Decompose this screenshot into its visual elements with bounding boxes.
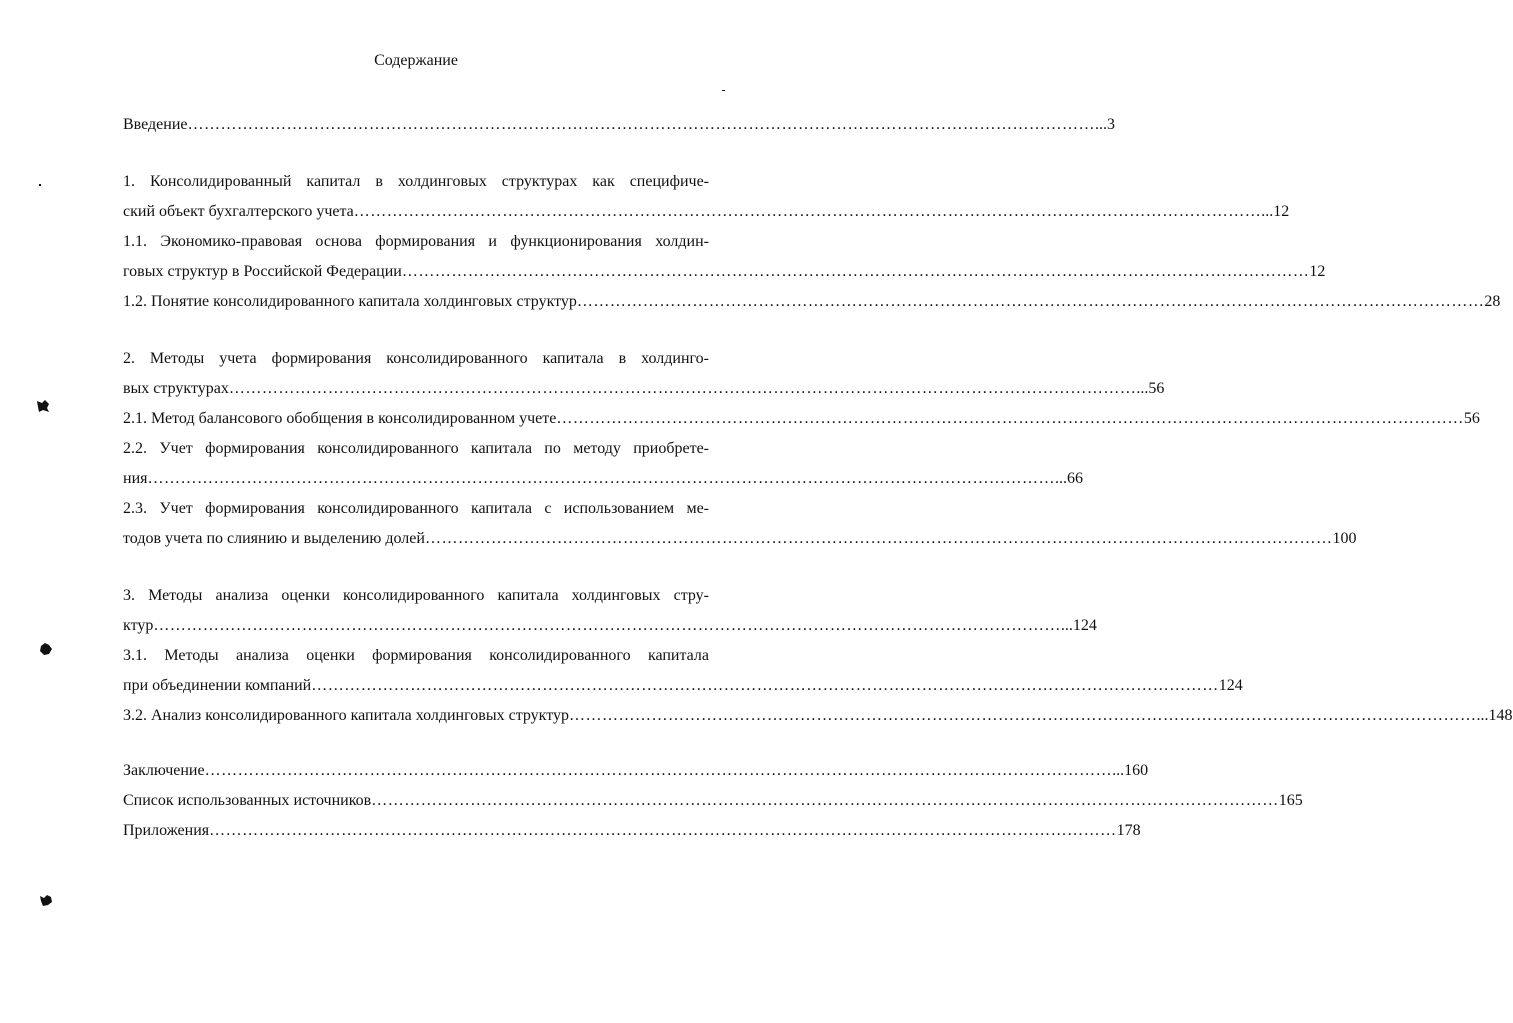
- toc-page-number: 56: [1463, 410, 1480, 427]
- scan-speck: [39, 184, 41, 186]
- scan-speck: [722, 90, 725, 91]
- toc-entry-text: Список использованных источников: [123, 792, 372, 809]
- toc-leader-dots: …………………………………………………………………………………………………………………………………………………: [187, 116, 1095, 133]
- toc-entry-chapter2-line2: [123, 374, 1165, 404]
- page-title: Содержание: [374, 52, 458, 69]
- toc-entry-section-2-2-line2: [123, 464, 1083, 494]
- toc-page-number: ...3: [1095, 116, 1115, 133]
- toc-entry-text: Введение: [123, 116, 188, 133]
- toc-entry-chapter3-line2: [123, 611, 1097, 641]
- toc-leader-dots: …………………………………………………………………………………………………………………………………………………: [209, 822, 1117, 839]
- toc-entry-chapter2-line1: 2. Методы учета формирования консолидированного капитала в холдинго-: [123, 350, 709, 367]
- toc-entry-section-3-1-line1: 3.1. Методы анализа оценки формирования консолидированного капитала: [123, 647, 709, 664]
- table-of-contents: [123, 110, 1513, 846]
- toc-entry-section-3-2: [123, 701, 1513, 731]
- toc-entry-text: Приложения: [123, 822, 210, 839]
- toc-entry-text: ния: [123, 470, 148, 487]
- toc-entry-text: 1.2. Понятие консолидированного капитала холдинговых структур: [123, 293, 577, 310]
- toc-entry-chapter1-line1: 1. Консолидированный капитал в холдинговых структурах как специфиче-: [123, 173, 709, 190]
- toc-entry-section-2-3-line1: 2.3. Учет формирования консолидированного капитала с использованием ме-: [123, 500, 709, 517]
- toc-page-number: ...66: [1054, 470, 1083, 487]
- toc-entry-text: Заключение: [123, 762, 205, 779]
- toc-page-number: 124: [1218, 677, 1243, 694]
- toc-leader-dots: …………………………………………………………………………………………………………………………………………………: [153, 617, 1061, 634]
- toc-entry-section-1-1-line1: 1.1. Экономико-правовая основа формирования и функционирования холдин-: [123, 233, 709, 250]
- toc-leader-dots: …………………………………………………………………………………………………………………………………………………: [371, 792, 1279, 809]
- toc-entry-chapter3-line1: 3. Методы анализа оценки консолидированного капитала холдинговых стру-: [123, 587, 709, 604]
- toc-leader-dots: …………………………………………………………………………………………………………………………………………………: [576, 293, 1485, 310]
- toc-entry-text: говых структур в Российской Федерации: [123, 263, 402, 280]
- toc-entry-section-3-1-line2: [123, 671, 1243, 701]
- toc-leader-dots: …………………………………………………………………………………………………………………………………………………: [204, 762, 1113, 779]
- scan-artifact-mark: [39, 642, 53, 656]
- toc-entry-text: 3.2. Анализ консолидированного капитала холдинговых структур: [123, 707, 570, 724]
- toc-entry-conclusion: [123, 756, 1149, 786]
- scan-artifact-mark: [36, 399, 50, 413]
- toc-entry-sources: [123, 786, 1303, 816]
- scan-artifact-mark: [39, 893, 53, 907]
- toc-page-number: 12: [1309, 263, 1326, 280]
- toc-page-number: 165: [1278, 792, 1303, 809]
- toc-page-number: ...56: [1136, 380, 1165, 397]
- toc-entry-text: 2.1. Метод балансового обобщения в консолидированном учете: [123, 410, 557, 427]
- toc-page-number: ...12: [1261, 203, 1290, 220]
- toc-entry-section-2-1: [123, 404, 1480, 434]
- toc-leader-dots: …………………………………………………………………………………………………………………………………………………: [311, 677, 1219, 694]
- toc-entry-text: при объединении компаний: [123, 677, 312, 694]
- toc-leader-dots: …………………………………………………………………………………………………………………………………………………: [401, 263, 1310, 280]
- toc-page-number: 28: [1484, 293, 1501, 310]
- toc-entry-text: вых структурах: [123, 380, 229, 397]
- toc-entry-text: ктур: [123, 617, 154, 634]
- toc-entry-section-2-3-line2: [123, 524, 1357, 554]
- toc-entry-section-2-2-line1: 2.2. Учет формирования консолидированного капитала по методу приобрете-: [123, 440, 709, 457]
- toc-page-number: 178: [1116, 822, 1141, 839]
- toc-page-number: 100: [1332, 530, 1357, 547]
- toc-entry-chapter1-line2: [123, 197, 1290, 227]
- toc-leader-dots: …………………………………………………………………………………………………………………………………………………: [147, 470, 1055, 487]
- toc-leader-dots: …………………………………………………………………………………………………………………………………………………: [569, 707, 1477, 724]
- toc-entry-text: ский объект бухгалтерского учета: [123, 203, 354, 220]
- toc-entry-intro: [123, 110, 1115, 140]
- toc-entry-section-1-1-line2: [123, 257, 1326, 287]
- toc-leader-dots: …………………………………………………………………………………………………………………………………………………: [424, 530, 1333, 547]
- toc-page-number: ...160: [1112, 762, 1149, 779]
- toc-page-number: ...148: [1476, 707, 1513, 724]
- toc-entry-text: тодов учета по слиянию и выделению долей: [123, 530, 425, 547]
- toc-leader-dots: …………………………………………………………………………………………………………………………………………………: [556, 410, 1464, 427]
- toc-leader-dots: …………………………………………………………………………………………………………………………………………………: [228, 380, 1137, 397]
- toc-entry-section-1-2: [123, 287, 1501, 317]
- toc-entry-appendix: [123, 816, 1141, 846]
- toc-leader-dots: …………………………………………………………………………………………………………………………………………………: [353, 203, 1262, 220]
- toc-page-number: ...124: [1060, 617, 1097, 634]
